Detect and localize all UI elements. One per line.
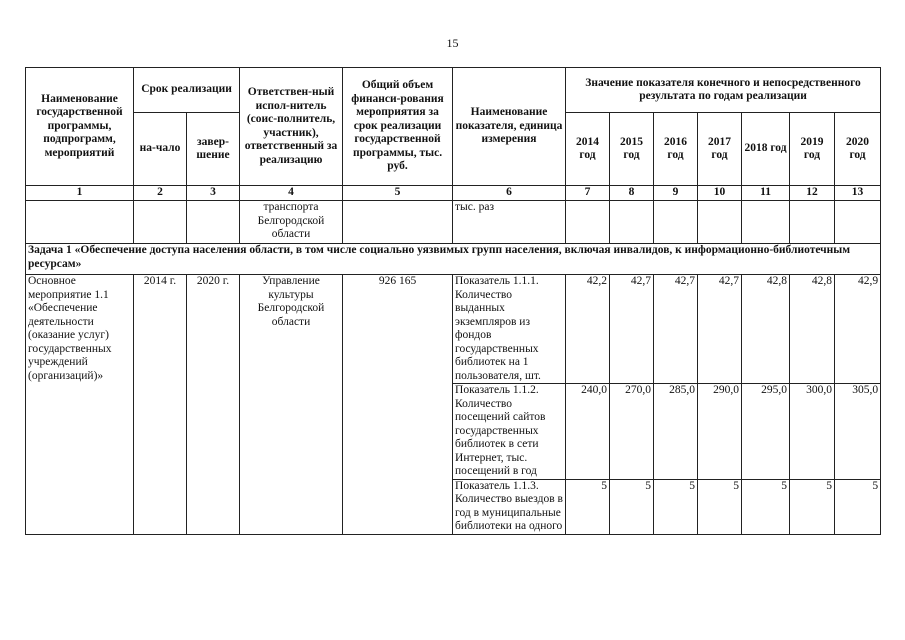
column-number: 4 (240, 186, 343, 201)
indicator-value: 5 (790, 479, 835, 534)
page-number: 15 (446, 36, 459, 50)
column-number: 5 (343, 186, 453, 201)
indicator-value: 5 (566, 479, 610, 534)
header-year: 2019 год (790, 113, 835, 186)
column-number: 7 (566, 186, 610, 201)
column-number: 3 (187, 186, 240, 201)
task-title: Задача 1 «Обеспечение доступа населения области, в том числе социально уязвимых групп населения, включая инвалидов, к информационно-библиотечным ресурсам» (26, 244, 881, 275)
indicator-value: 42,8 (742, 275, 790, 384)
indicator-value: 305,0 (835, 384, 881, 480)
header-term: Срок реализации (134, 68, 240, 113)
indicator-value: 270,0 (610, 384, 654, 480)
indicator-name: Показатель 1.1.2. Количество посещений сайтов государственных библиотек в сети Интернет, тыс. посещений в год (453, 384, 566, 480)
column-number: 11 (742, 186, 790, 201)
task-row (26, 244, 881, 275)
continuation-indicator: тыс. раз (453, 201, 566, 244)
column-number: 1 (26, 186, 134, 201)
column-number: 9 (654, 186, 698, 201)
activity-responsible: Управление культуры Белгородской области (240, 275, 343, 535)
column-number: 2 (134, 186, 187, 201)
indicator-value: 42,2 (566, 275, 610, 384)
continuation-responsible: транспорта Белгородской области (240, 201, 343, 244)
indicator-value: 5 (835, 479, 881, 534)
column-number: 13 (835, 186, 881, 201)
indicator-value: 5 (698, 479, 742, 534)
header-indicator: Наименование показателя, единица измерения (453, 68, 566, 186)
indicator-value: 5 (610, 479, 654, 534)
indicator-value: 5 (742, 479, 790, 534)
header-year: 2015 год (610, 113, 654, 186)
indicator-value: 300,0 (790, 384, 835, 480)
indicator-value: 5 (654, 479, 698, 534)
indicator-value: 42,7 (654, 275, 698, 384)
header-name: Наименование государственной программы, подпрограмм, мероприятий (26, 68, 134, 186)
column-numbers-row (26, 186, 881, 201)
column-number: 6 (453, 186, 566, 201)
activity-finance: 926 165 (343, 275, 453, 535)
header-responsible: Ответствен-ный испол-нитель (соис-полнитель, участник), ответственный за реализацию (240, 68, 343, 186)
header-year: 2016 год (654, 113, 698, 186)
indicator-name: Показатель 1.1.3. Количество выездов в год в муниципальные библиотеки на одного (453, 479, 566, 534)
header-term-end: завер-шение (187, 113, 240, 186)
indicator-value: 290,0 (698, 384, 742, 480)
indicator-value: 42,7 (698, 275, 742, 384)
column-number: 10 (698, 186, 742, 201)
activity-end: 2020 г. (187, 275, 240, 535)
indicator-value: 295,0 (742, 384, 790, 480)
column-number: 12 (790, 186, 835, 201)
indicator-name: Показатель 1.1.1. Количество выданных экземпляров из фондов государственных библиотек на 1 пользователя, шт. (453, 275, 566, 384)
column-number: 8 (610, 186, 654, 201)
indicator-value: 42,8 (790, 275, 835, 384)
header-year: 2014 год (566, 113, 610, 186)
activity-start: 2014 г. (134, 275, 187, 535)
indicator-value: 42,9 (835, 275, 881, 384)
header-finance: Общий объем финанси-рования мероприятия за срок реализации государственной программы, тыс. руб. (343, 68, 453, 186)
header-term-start: на-чало (134, 113, 187, 186)
indicator-value: 285,0 (654, 384, 698, 480)
indicator-value: 42,7 (610, 275, 654, 384)
header-year: 2018 год (742, 113, 790, 186)
header-values: Значение показателя конечного и непосредственного результата по годам реализации (566, 68, 881, 113)
header-year: 2017 год (698, 113, 742, 186)
header-year: 2020 год (835, 113, 881, 186)
activity-name: Основное мероприятие 1.1 «Обеспечение деятельности (оказание услуг) государственных учреждений (организаций)» (26, 275, 134, 535)
program-table (25, 67, 881, 535)
indicator-value: 240,0 (566, 384, 610, 480)
indicator-row (26, 275, 881, 384)
continuation-row (26, 201, 881, 244)
